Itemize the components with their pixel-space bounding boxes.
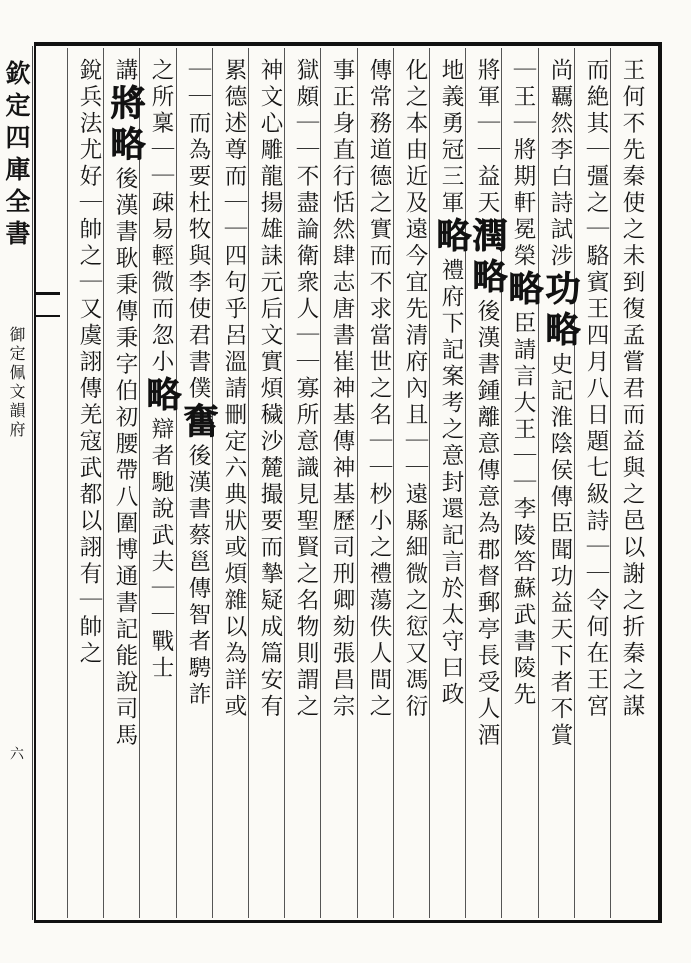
text-column [322,58,356,910]
text-column [431,58,472,910]
entry-headword: 將略 [105,84,146,167]
column-text: 而絶其｜彊之｜駱賓王四月八日題七級詩｜｜令何在王宮 [583,58,609,721]
text-column [286,58,320,910]
entry-headword: 奮 [178,402,219,444]
text-column [359,58,393,910]
column-rule [248,48,249,918]
column-rule [501,48,502,918]
margin-page-number: 六 [8,746,24,760]
column-text: 神文心雕龍揚雄誄元后文實煩穢沙麓撮要而摯疑成篇安有 [257,58,283,721]
column-text: 累德述尊而｜｜四句乎呂溫請刪定六典狀或煩雜以為詳或 [221,58,247,721]
text-column [540,58,581,910]
column-text: 王何不先秦使之未到復孟嘗君而益與之邑以謝之折秦之謀 [619,58,645,721]
column-rule [538,48,539,918]
text-column [69,58,103,910]
column-text: 講 [112,58,138,85]
column-text: ｜｜而為要杜牧與李使君書僕 [185,58,211,403]
column-rule [284,48,285,918]
column-text: 禮府下記案考之意封還記言於太守曰政 [438,258,464,709]
column-rule [574,48,575,918]
frame-bottom-border [34,920,662,923]
entry-headword: 略 [503,270,544,311]
column-rule [67,48,68,918]
column-text: 後漢書耿秉傳秉字伯初腰帶八圍博通書記能說司馬 [112,166,138,750]
text-column [467,58,508,910]
margin-volume-title: 御定佩文韻府 [7,326,26,440]
column-text: 將軍｜｜益天 [474,58,500,217]
column-rule [139,48,140,918]
entry-headword: 功略 [540,270,581,352]
column-text: 後漢書鍾離意傳意為郡督郵亭長受人酒 [474,299,500,750]
column-rule [212,48,213,918]
column-text: 事正身直行恬然肆志唐書崔神基傳神基歷司刑卿劾張昌宗 [329,58,355,721]
column-text: 後漢書蔡邕傳智者騁詐 [185,443,211,709]
column-text: 史記淮陰侯傳臣聞功益天下者不賞 [547,352,573,750]
column-rule [610,48,611,918]
column-text: 地義勇冠三軍 [438,58,464,217]
text-column [395,58,429,910]
column-text: 傳常務道德之實而不求當世之名｜｜杪小之禮蕩佚人間之 [366,58,392,721]
frame-right-border [658,42,662,923]
column-text: 獄頗｜｜不盡論衛衆人｜｜寡所意識見聖賢之名物則謂之 [293,58,319,721]
column-rule [465,48,466,918]
column-text: 化之本由近及遠今宜先清府內且｜｜遠縣細微之愆又馮衍 [402,58,428,721]
text-column [105,58,146,910]
column-rule [176,48,177,918]
text-column [503,58,544,910]
column-rule [357,48,358,918]
text-column [250,58,284,910]
column-text: 尚覊然李白詩試涉 [547,58,573,270]
column-text: ｜王｜將期軒冕榮 [510,58,536,270]
gutter-line [32,46,33,920]
column-text: 之所稟｜｜疎易輕微而忽小 [148,58,174,376]
text-column [214,58,248,910]
column-text: 銳兵法尤好｜帥之｜又虞詡傳羌寇武都以詡有｜帥之 [76,58,102,668]
text-column [178,58,219,910]
text-column [612,58,646,910]
text-column [141,58,182,910]
column-text: 辯者馳說武夫｜｜戰士 [148,417,174,682]
entry-headword: 略 [431,217,472,258]
text-column [576,58,610,910]
fishtail-mark [34,292,60,317]
entry-headword: 略 [141,376,182,417]
column-rule [393,48,394,918]
column-rule [320,48,321,918]
frame-left-border [34,42,36,923]
entry-headword: 潤略 [467,217,508,299]
column-rule [103,48,104,918]
column-text: 臣請言大王｜｜李陵答蘇武書陵先 [510,311,536,709]
frame-top-border [34,42,662,46]
margin-book-title: 欽定四庫全書 [2,60,31,252]
column-rule [429,48,430,918]
